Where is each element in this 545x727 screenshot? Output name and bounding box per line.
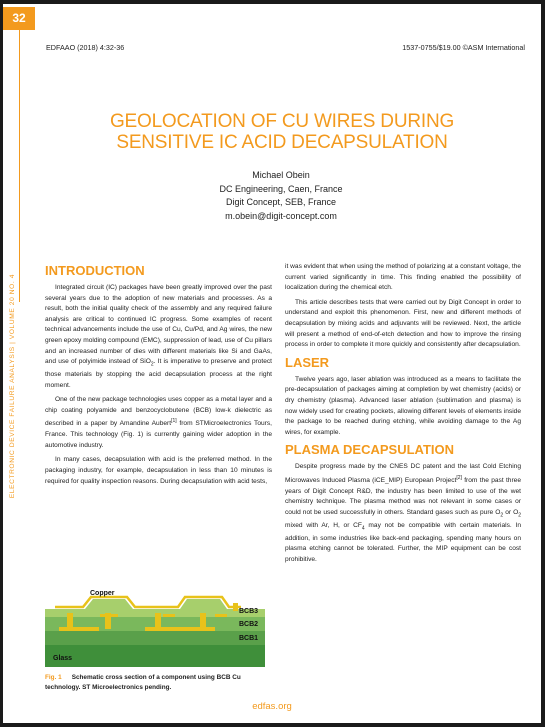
plasma-paragraph: Despite progress made by the CNES DC patent and the last Cold Etching Microwaves Induced Plasma (iCE_MIP) European Project[2] from the past three years of Digit Concept R&D, the industry has been limited to use of the wet chemistry technique. The plasma method was not relevant in some cases or could not be used successfully in others. Standard gases such as pure $O_2$ or $O_2$ mixed with Ar, H, or $CF_4$ may not be compatible with certain materials. In addition, in some industries like back-end packaging, spending many hours on plasma etching cannot be tolerated. Further, the MIP equipment can be cost prohibitive. <box>285 463 521 563</box>
copper-pad-3 <box>100 614 118 617</box>
journal-page <box>3 4 541 723</box>
intro-paragraph-4: This article describes tests that were carried out by Digit Concept in order to understand and exploit this phenomenon. First, new and different methods of decapsulation by mixing acids and adjuvants will be reviewed. Next, the article will present a method of end-of-etch detection and how to improve the rinsing process in order to complete it more quickly and consistently after decapsulation. <box>285 298 521 349</box>
copper-pad-4 <box>163 614 175 617</box>
side-rule <box>19 30 20 302</box>
copper-via-3 <box>155 613 161 629</box>
page-number-badge: 32 <box>3 7 35 30</box>
glass-layer <box>45 645 265 667</box>
label-bcb3: BCB3 <box>239 608 259 615</box>
label-bcb2: BCB2 <box>239 621 259 628</box>
section-heading-plasma: PLASMA DECAPSULATION <box>285 442 454 458</box>
footer-link[interactable]: edfas.org <box>252 701 292 712</box>
label-bcb1: BCB1 <box>239 635 259 642</box>
author-affiliation-2: Digit Concept, SEB, France <box>225 197 337 207</box>
intro-paragraph-3: In many cases, decapsulation with acid is the preferred method. In the packaging industry, for example, decapsulation in less than 10 minutes is required for quality inspection reasons. During decapsulation with acid tests, <box>45 456 272 485</box>
running-side-title: ELECTRONIC DEVICE FAILURE ANALYSIS | VOLUME 20 NO. 4 <box>9 274 16 499</box>
copper-via-4 <box>200 613 206 629</box>
right-column <box>285 262 521 569</box>
figure-caption-text: Schematic cross section of a component using BCB Cu technology. ST Microelectronics pending. <box>45 674 241 691</box>
laser-paragraph: Twelve years ago, laser ablation was introduced as a means to facilitate the pre-decapsulation of packages aiming at completion by wet chemistry (acids) or dry chemistry (plasma). Advanced laser ablation (sublimation and plasma) is now widely used for creating pockets, allowing different levels of elements inside the package to be reached during etching, while avoiding damage to the Ag wires, for example. <box>285 375 521 436</box>
citation-header: EDFAAO (2018) 4:32-36 <box>46 43 125 52</box>
author-name: Michael Obein <box>252 170 310 180</box>
figure-label: Fig. 1 <box>45 674 62 681</box>
copper-via-1 <box>67 613 73 629</box>
copper-pad-1 <box>59 627 99 631</box>
author-affiliation-1: DC Engineering, Caen, France <box>219 183 343 194</box>
author-email[interactable]: m.obein@digit-concept.com <box>225 210 337 221</box>
intro-paragraph-1: Integrated circuit (IC) packages have been greatly improved over the past several years due to the adoption of new materials and processes. As a result, both the initial quality check of the assembly and any required failure analysis are critical to continued IC progress. Some examples of recent technical advancements include the use of Cu, Cu/Pd, and Ag wires, the new green epoxy molding compound (EMC), suppression of lead, use of Cu pillars and an increased number of dies with different materials like Si and GaAs, and use of polyimide instead of SiO$_2$. It is imperative to preserve and protect those materials by stopping the acid decapsulation process at the right moment. <box>45 284 272 389</box>
author-block <box>153 169 409 223</box>
label-glass: Glass <box>53 655 73 662</box>
article-title <box>63 111 501 153</box>
section-heading-laser: LASER <box>285 354 330 370</box>
title-line-1: GEOLOCATION OF CU WIRES DURING <box>109 111 455 132</box>
copper-bump <box>233 603 238 611</box>
intro-continued-paragraph: it was evident that when using the method of polarizing at a constant voltage, the current varied significantly in time. This finding enabled the possibility of localization during the chemical etch. <box>285 263 521 292</box>
bcb1-layer <box>45 631 265 645</box>
figure-cross-section <box>45 587 265 667</box>
copper-pad-2 <box>145 627 215 631</box>
left-column <box>45 262 272 491</box>
issn-header: 1537-0755/$19.00 ©ASM International <box>402 43 525 52</box>
section-heading-introduction: INTRODUCTION <box>45 263 145 278</box>
figure-caption <box>45 673 272 692</box>
label-copper: Copper <box>90 590 115 597</box>
copper-pad-5 <box>215 614 227 617</box>
title-line-2: SENSITIVE IC ACID DECAPSULATION <box>116 132 448 153</box>
intro-paragraph-2: One of the new package technologies uses copper as a metal layer and a chip coating polyamide and benzocyclobutene (BCB) low-k dielectric as described in a paper by Amandine Aubert[1] from STMicroelectronics Tours, France. This technology (Fig. 1) is currently gaining wider adoption in the automotive industry. <box>45 396 272 449</box>
